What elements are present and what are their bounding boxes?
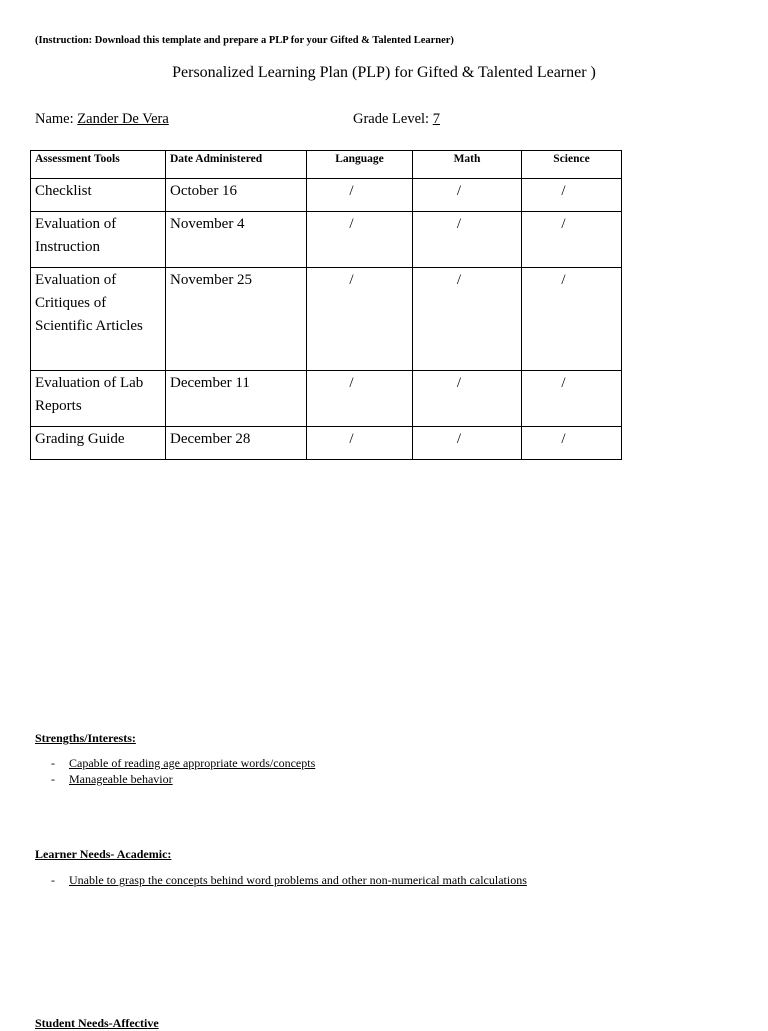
cell-science-check: / bbox=[522, 212, 622, 268]
bullet-dash: - bbox=[51, 772, 55, 786]
cell-science-check: / bbox=[522, 268, 622, 371]
cell-math-check: / bbox=[413, 371, 522, 427]
table-header-row bbox=[31, 151, 622, 179]
student-needs-affective-heading: Student Needs-Affective bbox=[35, 1016, 159, 1030]
cell-date: December 11 bbox=[166, 371, 307, 427]
cell-date: November 25 bbox=[166, 268, 307, 371]
list-item bbox=[51, 772, 173, 787]
instruction-text: (Instruction: Download this template and prepare a PLP for your Gifted & Talented Learner) bbox=[35, 35, 454, 46]
cell-tool: Evaluation of Instruction bbox=[31, 212, 166, 268]
table-row bbox=[31, 427, 622, 460]
page-title: Personalized Learning Plan (PLP) for Gifted & Talented Learner ) bbox=[172, 64, 596, 81]
header-science: Science bbox=[522, 151, 622, 179]
cell-science-check: / bbox=[522, 371, 622, 427]
cell-science-check: / bbox=[522, 427, 622, 460]
student-name-row bbox=[35, 111, 169, 128]
grade-level-row bbox=[353, 111, 440, 128]
cell-tool: Grading Guide bbox=[31, 427, 166, 460]
list-item bbox=[51, 873, 527, 888]
assessment-table bbox=[30, 150, 622, 460]
header-language: Language bbox=[307, 151, 413, 179]
cell-math-check: / bbox=[413, 268, 522, 371]
cell-math-check: / bbox=[413, 427, 522, 460]
table-row bbox=[31, 371, 622, 427]
cell-language-check: / bbox=[307, 371, 413, 427]
list-item bbox=[51, 756, 315, 771]
table-row bbox=[31, 212, 622, 268]
student-name-value: Zander De Vera bbox=[77, 111, 169, 127]
cell-tool: Checklist bbox=[31, 179, 166, 212]
header-math: Math bbox=[413, 151, 522, 179]
cell-date: October 16 bbox=[166, 179, 307, 212]
cell-date: November 4 bbox=[166, 212, 307, 268]
header-assessment-tools: Assessment Tools bbox=[31, 151, 166, 179]
grade-label: Grade Level: bbox=[353, 111, 430, 127]
bullet-dash: - bbox=[51, 756, 55, 770]
cell-math-check: / bbox=[413, 212, 522, 268]
cell-language-check: / bbox=[307, 427, 413, 460]
strength-item-text: Manageable behavior bbox=[69, 772, 173, 786]
header-date-administered: Date Administered bbox=[166, 151, 307, 179]
grade-value: 7 bbox=[432, 111, 440, 127]
name-label: Name: bbox=[35, 111, 74, 127]
strengths-heading: Strengths/Interests: bbox=[35, 731, 136, 745]
academic-need-item-text: Unable to grasp the concepts behind word problems and other non-numerical math calculations bbox=[69, 873, 527, 887]
cell-science-check: / bbox=[522, 179, 622, 212]
strength-item-text: Capable of reading age appropriate words/concepts bbox=[69, 756, 316, 770]
learner-needs-academic-heading: Learner Needs- Academic: bbox=[35, 847, 172, 861]
cell-date: December 28 bbox=[166, 427, 307, 460]
bullet-dash: - bbox=[51, 873, 55, 887]
table-row bbox=[31, 179, 622, 212]
cell-tool: Evaluation of Lab Reports bbox=[31, 371, 166, 427]
cell-tool: Evaluation of Critiques of Scientific Articles bbox=[31, 268, 166, 371]
cell-language-check: / bbox=[307, 212, 413, 268]
cell-math-check: / bbox=[413, 179, 522, 212]
cell-language-check: / bbox=[307, 179, 413, 212]
cell-language-check: / bbox=[307, 268, 413, 371]
table-row bbox=[31, 268, 622, 371]
